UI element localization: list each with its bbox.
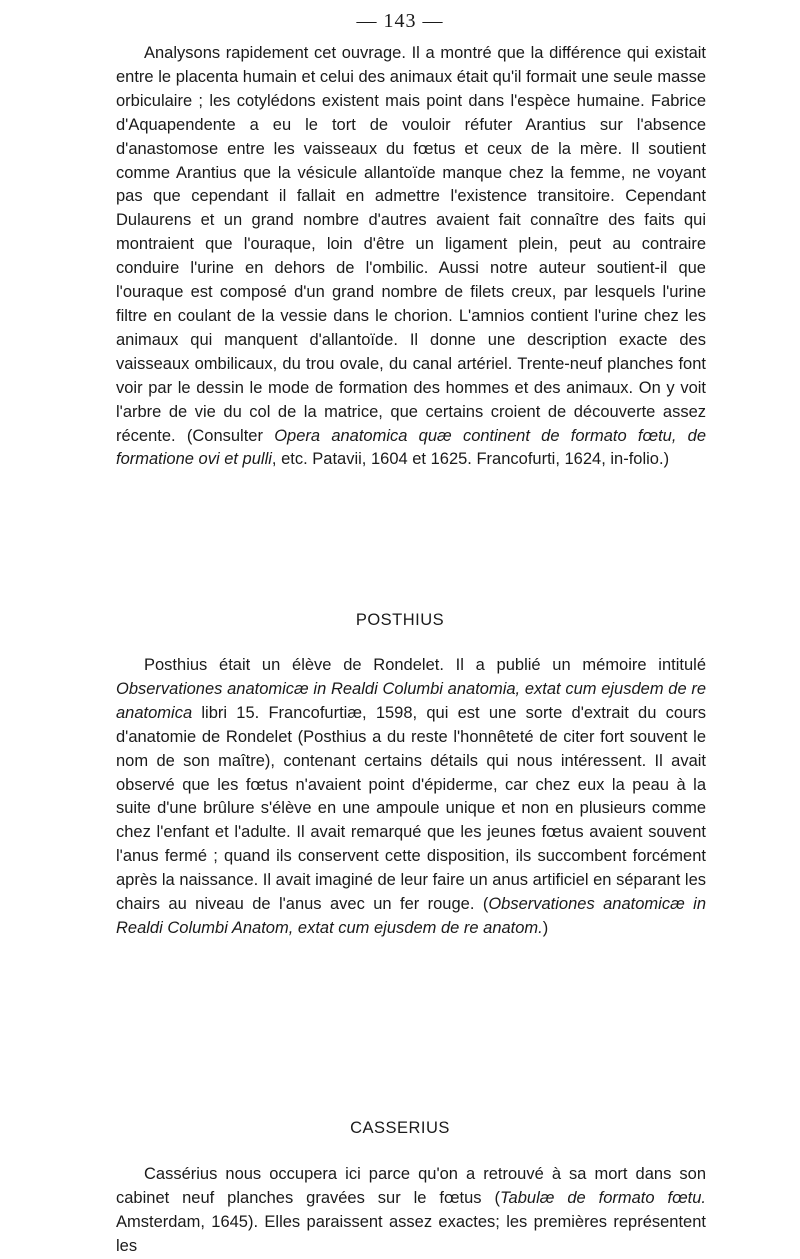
paragraph-text — [116, 42, 706, 472]
text-run: , etc. Patavii, 1604 et 1625. Francofurti, 1624, in-folio.) — [271, 450, 670, 469]
title-citation: Observationes anatomicæ in Realdi Columbi anatomia, extat cum ejusdem de re anatomica — [116, 679, 706, 722]
section-heading-casserius: CASSERIUS — [350, 1119, 450, 1137]
section-heading-posthius: POSTHIUS — [355, 611, 445, 629]
text-run: Analysons rapidement cet ouvrage. Il a montré que la différence qui existait entre le placenta humain et celui des animaux était qu'il formait une seule masse orbiculaire ; les cotylédons existent mais point dans l'espèce humaine. Fabrice d'Aquapendente a eu le tort de vouloir réfuter Arantius sur l'absence d'anastomose entre les vaisseaux du fœtus et ceux de la mère. Il soutient comme Arantius que la vésicule allantoïde manque chez la femme, ne voyant pas que cependant il fallait en admettre l'existence transitoire. Cependant Dulaurens et un grand nombre d'autres avaient fait connaître des faits qui montraient que l'ouraque, loin d'être un ligament plein, peut au contraire conduire l'urine en dehors de l'ombilic. Aussi notre auteur soutient-il que l'ouraque est composé d'un grand nombre de filets creux, par lesquels l'urine filtre en coulant de la vessie dans le chorion. L'amnios contient l'urine chez les animaux qui manquent d'allantoïde. Il donne une description exacte des vaisseaux ombilicaux, du trou ovale, du canal artériel. Trente-neuf planches font voir par le dessin le mode de formation des hommes et des animaux. On y voit l'arbre de vie du col de la matrice, que certains croient de découverte assez récente. (Consulter — [116, 44, 706, 445]
text-run: ) — [542, 918, 549, 937]
paragraph-posthius — [116, 654, 706, 941]
paragraph-casserius — [116, 1163, 706, 1259]
paragraph-opening — [116, 42, 706, 472]
text-run: Cassérius nous occupera ici parce qu'on a retrouvé à sa mort dans son cabinet neuf planches gravées sur le fœtus ( — [116, 1165, 706, 1207]
paragraph-text — [116, 654, 706, 941]
page-number: — 143 — — [356, 10, 444, 32]
title-citation: Tabulæ de formato fœtu. — [499, 1188, 706, 1207]
paragraph-text — [116, 1163, 706, 1259]
text-run: libri 15. Francofurtiæ, 1598, qui est une sorte d'extrait du cours d'anatomie de Rondelet (Posthius a du reste l'honnêteté de citer fort souvent le nom de son maître), contenant certains détails qui nous intéressent. Il avait observé que les fœtus n'avaient point d'épiderme, car chez eux la peau à la suite d'une brûlure s'élève en une ampoule unique et non en plusieurs comme chez l'enfant et l'adulte. Il avait remarqué que les jeunes fœtus avaient souvent l'anus fermé ; quand ils conservent cette disposition, ils succombent forcément après la naissance. Il avait imaginé de leur faire un anus artificiel en séparant les chairs au niveau de l'anus avec un fer rouge. ( — [116, 703, 706, 914]
title-citation: Opera anatomica quæ continent de formato fœtu, de formatione ovi et pulli — [116, 426, 707, 469]
title-citation: Observationes anatomicæ in Realdi Columbi Anatom, extat cum ejusdem de re anatom. — [116, 895, 706, 937]
text-run: Posthius était un élève de Rondelet. Il a publié un mémoire intitulé — [144, 656, 706, 674]
text-run: Amsterdam, 1645). Elles paraissent assez exactes; les premières représentent les — [116, 1212, 706, 1255]
